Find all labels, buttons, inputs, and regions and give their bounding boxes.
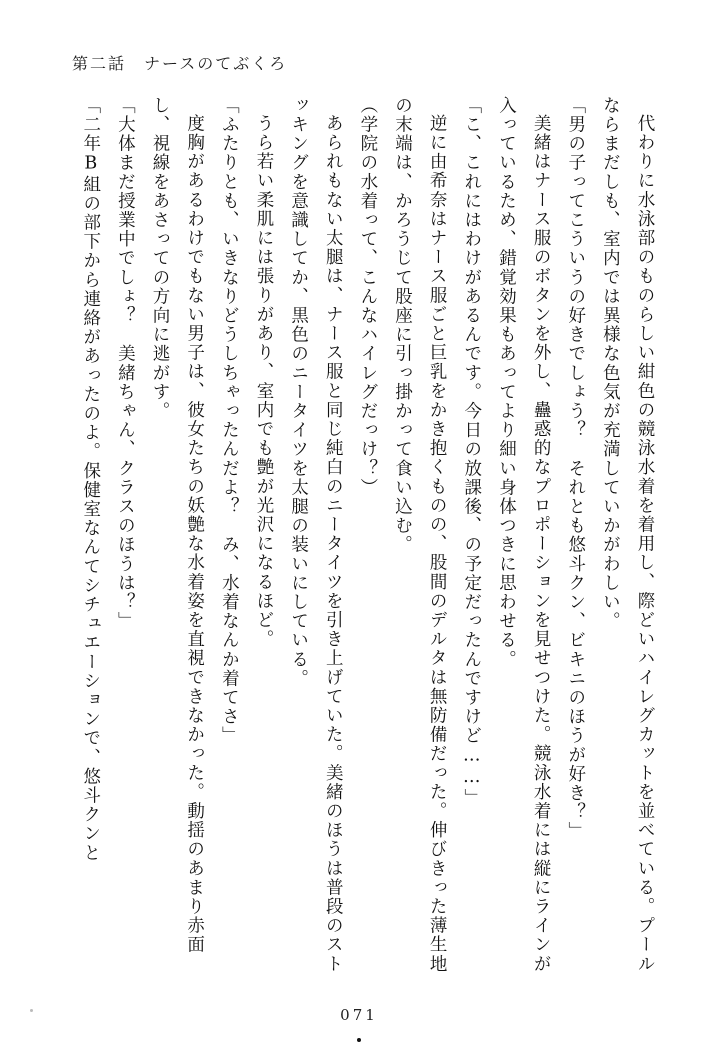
page-number: 071: [340, 1006, 378, 1024]
paragraph: 「男の子ってこういうの好きでしょう？ それとも悠斗クン、ビキニのほうが好き？」: [565, 96, 586, 841]
paragraph: 「ふたりとも、いきなりどうしちゃったんだよ？ み、水着なんか着てさ」: [219, 96, 240, 746]
chapter-number: 第二話: [72, 53, 127, 73]
chapter-title: ナースのてぶくろ: [144, 53, 288, 73]
paragraph: 度胸があるわけでもない男子は、彼女たちの妖艶な水着姿を直視できなかった。動揺のあまり赤面し、視線をあさっての方向に逃がす。: [150, 96, 205, 954]
decorative-dot: [357, 1038, 361, 1042]
paragraph: 代わりに水泳部のものらしい紺色の競泳水着を着用し、際どいハイレグカットを並べている。プールならまだしも、室内では異様な色気が充満していかがわしい。: [600, 96, 655, 973]
paragraph: あられもない太腿は、ナース服と同じ純白のニータイツを引き上げていた。美緒のほうは普段のストッキングを意識してか、黒色のニータイツを太腿の装いにしている。: [288, 96, 344, 973]
paragraph: 逆に由希奈はナース服ごと巨乳をかき抱くものの、股間のデルタは無防備だった。伸びきった薄生地の末端は、かろうじて股座に引っ掛かって食い込む。: [392, 96, 448, 973]
paragraph: 美緒はナース服のボタンを外し、蠱惑的なプロポーションを見せつけた。競泳水着には縦にラインが入っているため、錯覚効果もあってより細い身体つきに思わせる。: [496, 96, 552, 973]
paragraph: うら若い柔肌には張りがあり、室内でも艶が光沢になるほど。: [253, 113, 274, 649]
vertical-text-column: [56, 96, 662, 976]
paragraph: 「大体まだ授業中でしょ？ 美緒ちゃん、クラスのほうは？」: [115, 96, 136, 631]
body-text-area: [56, 96, 662, 976]
running-header: [72, 48, 646, 76]
paragraph: （学院の水着って、こんなハイレグだっけ？）: [357, 96, 378, 498]
edge-mark-dot: [30, 1009, 33, 1012]
paragraph: 「こ、これにはわけがあるんです。今日の放課後、の予定だったんですけど……」: [461, 96, 482, 808]
paragraph: 「二年B組の部下から連絡があったのよ。保健室なんてシチュエーションで、悠斗クンと: [80, 96, 101, 863]
